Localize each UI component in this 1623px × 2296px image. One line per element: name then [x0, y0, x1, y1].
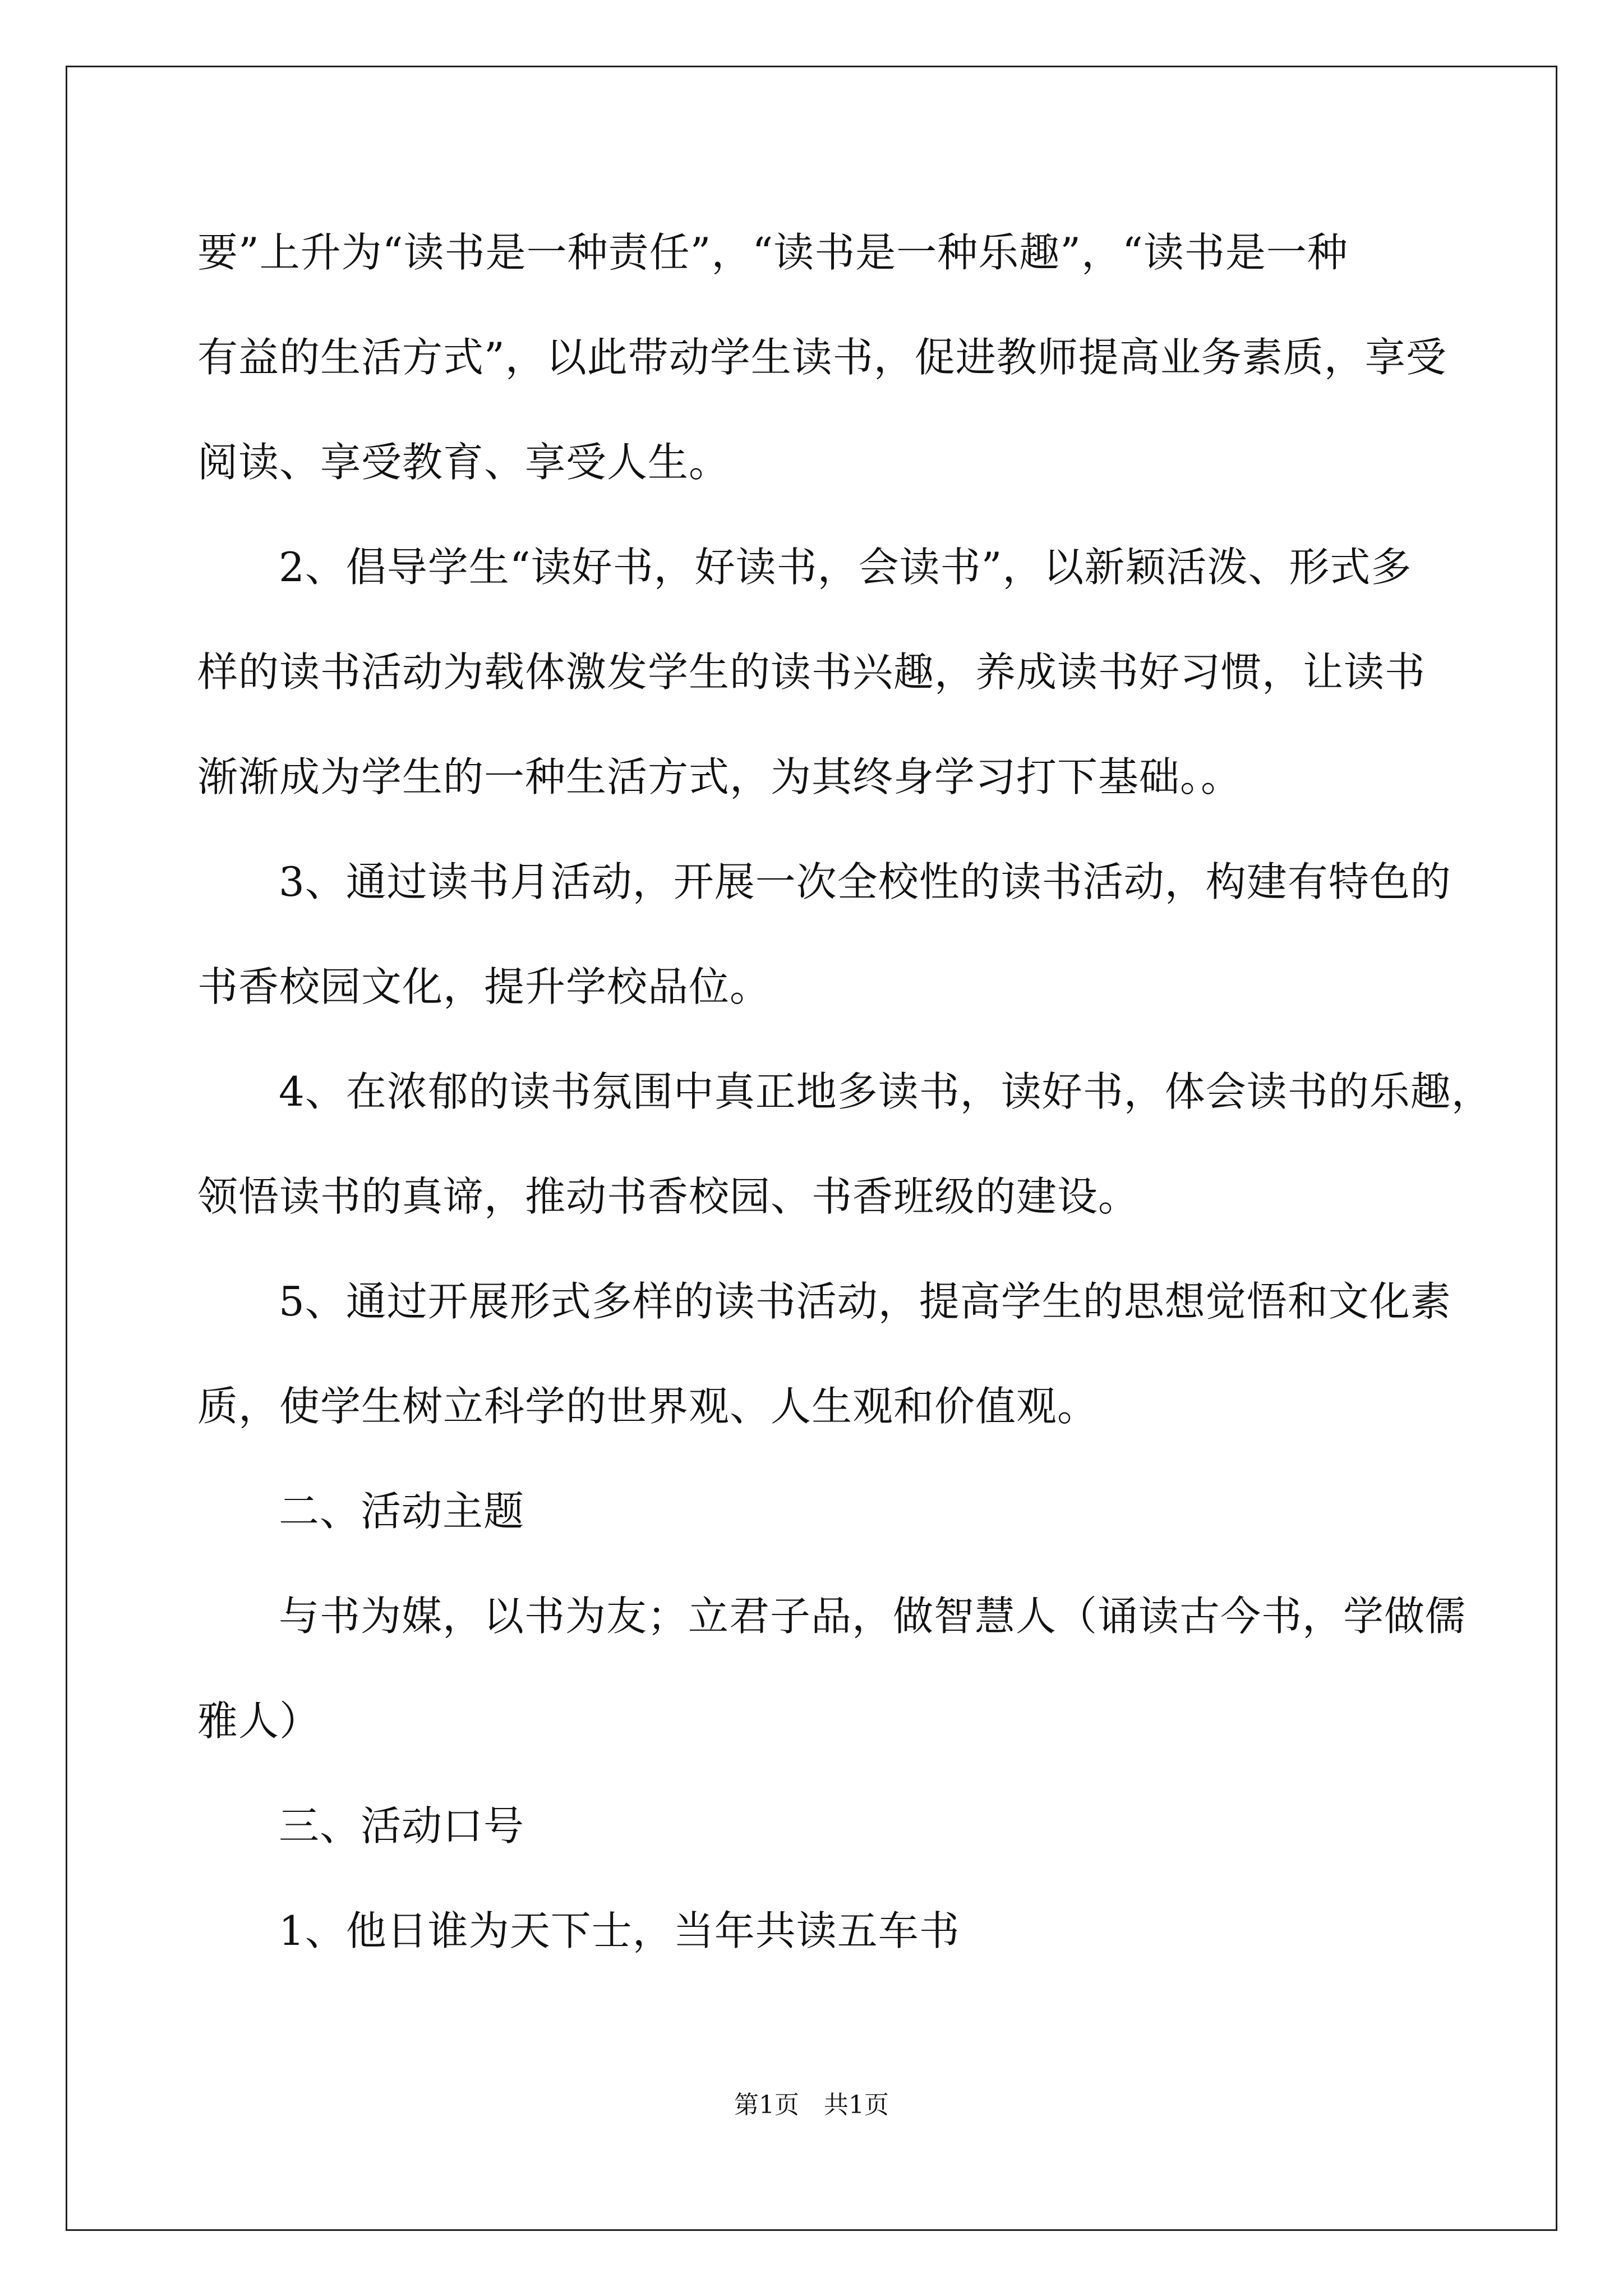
text-line: 5、通过开展形式多样的读书活动，提高学生的思想觉悟和文化素: [279, 1278, 1451, 1325]
text-line: 有益的生活方式”，以此带动学生读书，促进教师提高业务素质，享受: [197, 334, 1447, 381]
text-line: 2、倡导学生“读好书，好读书，会读书”，以新颖活泼、形式多: [279, 544, 1412, 591]
text-line: 质，使学生树立科学的世界观、人生观和价值观。: [197, 1383, 1099, 1430]
text-line: 样的读书活动为载体激发学生的读书兴趣，养成读书好习惯，让读书: [197, 648, 1426, 696]
text-line: 领悟读书的真谛，推动书香校园、书香班级的建设。: [197, 1173, 1140, 1220]
text-line: 雅人）: [197, 1697, 321, 1745]
text-line: 1、他日谁为天下士，当年共读五车书: [279, 1907, 960, 1954]
text-line: 4、在浓郁的读书氛围中真正地多读书，读好书，体会读书的乐趣，: [279, 1068, 1492, 1115]
text-line: 书香校园文化，提升学校品位。: [197, 963, 771, 1010]
page-footer: [0, 2088, 1623, 2122]
text-line: 要”上升为“读书是一种责任”，“读书是一种乐趣”，“读书是一种: [197, 229, 1348, 276]
section-heading: 二、活动主题: [279, 1488, 525, 1535]
page-number-current: 第1页: [734, 2091, 799, 2119]
section-heading: 三、活动口号: [279, 1802, 525, 1849]
text-line: 与书为媒，以书为友；立君子品，做智慧人（诵读古今书，学做儒: [279, 1593, 1467, 1640]
text-line: 3、通过读书月活动，开展一次全校性的读书活动，构建有特色的: [279, 858, 1451, 905]
text-line: 渐渐成为学生的一种生活方式，为其终身学习打下基础。。: [197, 753, 1242, 800]
page-number-total: 共1页: [824, 2091, 889, 2119]
text-line: 阅读、享受教育、享受人生。: [197, 439, 730, 486]
